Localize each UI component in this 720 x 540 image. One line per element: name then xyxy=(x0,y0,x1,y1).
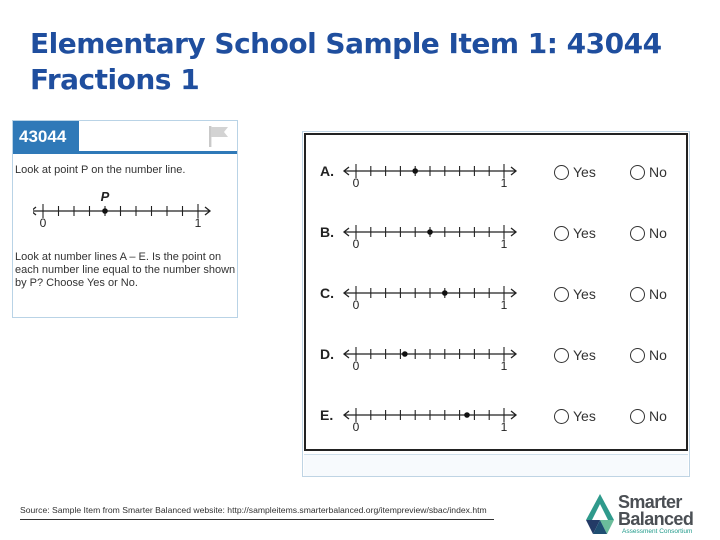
answer-row-letter: E. xyxy=(320,407,334,423)
answer-row xyxy=(306,202,686,262)
yes-choice[interactable] xyxy=(554,163,596,181)
answer-table-footer xyxy=(304,454,688,476)
answer-row-letter: C. xyxy=(320,285,334,301)
answer-row xyxy=(306,385,686,445)
no-label: No xyxy=(649,164,667,180)
no-label: No xyxy=(649,286,667,302)
answer-number-line xyxy=(340,336,530,382)
number-line-end-label: 1 xyxy=(500,420,508,434)
point-label: P xyxy=(100,189,110,204)
yes-radio-button[interactable] xyxy=(554,348,569,363)
no-radio-button[interactable] xyxy=(630,165,645,180)
number-line-start-label: 0 xyxy=(352,420,360,434)
slide-title xyxy=(30,26,710,98)
number-line-start-label: 0 xyxy=(352,298,360,312)
number-line-end-label: 1 xyxy=(194,216,202,230)
answer-row xyxy=(306,141,686,201)
answer-number-line xyxy=(340,397,530,443)
number-line-point xyxy=(427,229,433,235)
source-citation: Source: Sample Item from Smarter Balanced website: http://sampleitems.smarterbalanced.org/itempreview/sbac/index.htm xyxy=(20,505,487,515)
yes-choice[interactable] xyxy=(554,346,596,364)
logo-text-smarter: Smarter xyxy=(618,492,682,512)
yes-radio-button[interactable] xyxy=(554,226,569,241)
answer-row xyxy=(306,263,686,323)
no-label: No xyxy=(649,408,667,424)
yes-label: Yes xyxy=(573,286,596,302)
number-line-start-label: 0 xyxy=(39,216,47,230)
yes-label: Yes xyxy=(573,164,596,180)
item-panel xyxy=(12,120,238,318)
yes-label: Yes xyxy=(573,347,596,363)
number-line-start-label: 0 xyxy=(352,237,360,251)
answer-row-letter: D. xyxy=(320,346,334,362)
number-line-start-label: 0 xyxy=(352,359,360,373)
number-line-end-label: 1 xyxy=(500,237,508,251)
yes-radio-button[interactable] xyxy=(554,287,569,302)
answer-number-line xyxy=(340,214,530,260)
no-choice[interactable] xyxy=(630,407,667,425)
yes-choice[interactable] xyxy=(554,407,596,425)
slide-title-line-2: Fractions 1 xyxy=(30,63,200,96)
number-line-point xyxy=(412,168,418,174)
smarter-balanced-logo xyxy=(584,490,716,536)
number-line-end-label: 1 xyxy=(500,176,508,190)
no-radio-button[interactable] xyxy=(630,226,645,241)
answer-number-line xyxy=(340,275,530,321)
no-radio-button[interactable] xyxy=(630,348,645,363)
no-radio-button[interactable] xyxy=(630,409,645,424)
item-header-rule xyxy=(13,151,237,154)
yes-label: Yes xyxy=(573,408,596,424)
answer-table xyxy=(304,133,688,451)
logo-triangle-icon xyxy=(584,490,620,536)
item-prompt-2: Look at number lines A – E. Is the point on each number line equal to the number shown by P? Choose Yes or No. xyxy=(15,251,236,289)
no-choice[interactable] xyxy=(630,346,667,364)
logo-text-balanced: Balanced xyxy=(618,509,694,529)
answer-row-letter: A. xyxy=(320,163,334,179)
item-id-badge: 43044 xyxy=(13,121,79,153)
number-line-start-label: 0 xyxy=(352,176,360,190)
answer-row xyxy=(306,324,686,384)
yes-choice[interactable] xyxy=(554,224,596,242)
item-prompt-1: Look at point P on the number line. xyxy=(15,164,186,176)
slide-title-line-1: Elementary School Sample Item 1: 43044 xyxy=(30,27,662,60)
yes-radio-button[interactable] xyxy=(554,165,569,180)
yes-radio-button[interactable] xyxy=(554,409,569,424)
answer-row-letter: B. xyxy=(320,224,334,240)
no-choice[interactable] xyxy=(630,285,667,303)
number-line-point xyxy=(102,208,108,214)
source-underline xyxy=(20,519,494,520)
logo-subtitle: Assessment Consortium xyxy=(622,528,693,535)
answer-number-line xyxy=(340,153,530,199)
item-header xyxy=(13,121,237,153)
no-choice[interactable] xyxy=(630,163,667,181)
flag-icon[interactable] xyxy=(206,124,232,148)
yes-choice[interactable] xyxy=(554,285,596,303)
number-line-point xyxy=(402,351,408,357)
no-radio-button[interactable] xyxy=(630,287,645,302)
number-line-end-label: 1 xyxy=(500,298,508,312)
no-label: No xyxy=(649,347,667,363)
yes-label: Yes xyxy=(573,225,596,241)
number-line-point xyxy=(464,412,470,418)
number-line-end-label: 1 xyxy=(500,359,508,373)
reference-number-line xyxy=(33,186,223,238)
no-label: No xyxy=(649,225,667,241)
no-choice[interactable] xyxy=(630,224,667,242)
number-line-point xyxy=(442,290,448,296)
